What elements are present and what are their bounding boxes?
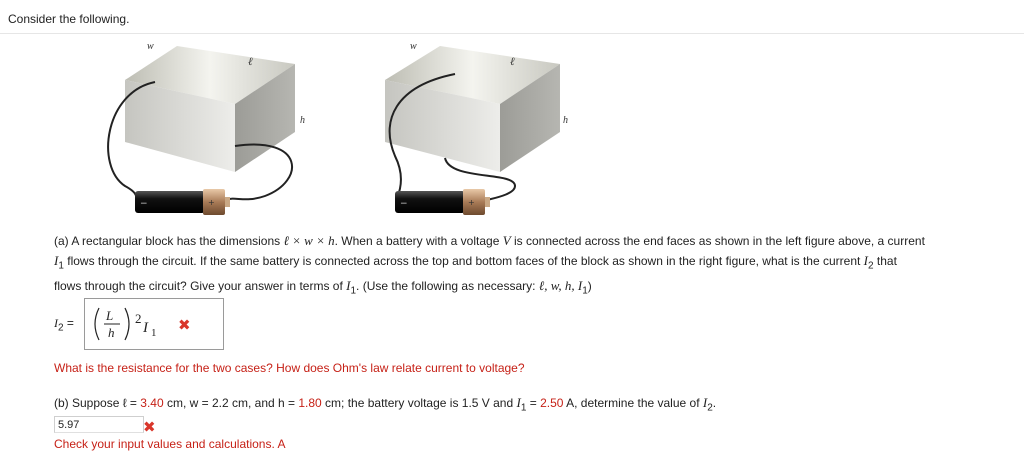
answer-expression	[85, 299, 223, 349]
answer-variable-sub: 1	[151, 327, 157, 339]
svg-text:+: +	[468, 198, 475, 207]
svg-text:−: −	[140, 199, 148, 209]
right-label-l: ℓ	[510, 56, 515, 68]
length-value: 3.40	[140, 396, 164, 410]
height-value: 1.80	[298, 396, 322, 410]
left-battery	[135, 189, 230, 215]
answer-exponent: 2	[135, 311, 142, 326]
part-a-hint: What is the resistance for the two cases? How does Ohm's law relate current to voltage?	[54, 361, 525, 375]
answer-label: $I_2$ =	[54, 316, 74, 334]
right-label-h: h	[563, 115, 568, 126]
part-b-feedback: Check your input values and calculations. A	[54, 437, 286, 451]
part-a-line-3: flows through the circuit? Give your answer in terms of $I_1$. (Use the following as necessary: ℓ, w, h, $I_1$)	[54, 278, 592, 297]
current-value: 2.50	[540, 396, 564, 410]
part-a-incorrect-icon: ✖	[178, 316, 191, 334]
circuit-figures	[95, 36, 615, 226]
right-label-w: w	[410, 41, 417, 52]
allowed-vars: ℓ, w, h, I	[538, 278, 583, 294]
dims-expr: ℓ × w × h	[283, 233, 335, 248]
answer-variable: I	[143, 320, 148, 336]
svg-text:+: +	[208, 198, 215, 207]
right-battery	[395, 189, 490, 215]
svg-text:−: −	[400, 199, 408, 209]
left-label-h: h	[300, 115, 305, 126]
part-b-answer-input[interactable]	[54, 416, 144, 433]
question-header	[0, 0, 1024, 34]
left-label-l: ℓ	[248, 56, 253, 68]
part-a-line-2: $I_1$ flows through the circuit. If the same battery is connected across the top and bottom faces of the block as shown in the right figure, what is the current $I_2$ that	[54, 253, 897, 272]
part-b-incorrect-icon: ✖	[143, 418, 156, 436]
right-block	[385, 46, 560, 172]
answer-numerator: L	[106, 308, 114, 323]
part-a-line-1: (a) A rectangular block has the dimensions ℓ × w × h. When a battery with a voltage V is connected across the end faces as shown in the left figure above, a current	[54, 233, 925, 248]
answer-denominator: h	[108, 325, 115, 340]
part-a-question	[54, 231, 1019, 302]
part-b-question: (b) Suppose ℓ = 3.40 cm, w = 2.2 cm, and h = 1.80 cm; the battery voltage is 1.5 V and $I_1 = 2.50$ A, determine the value of $I_2$.	[54, 395, 717, 414]
left-label-w: w	[147, 41, 154, 52]
left-block	[125, 46, 295, 172]
voltage-symbol: V	[502, 233, 511, 248]
question-title: Consider the following.	[8, 12, 130, 26]
part-a-answer-input[interactable]	[84, 298, 224, 350]
